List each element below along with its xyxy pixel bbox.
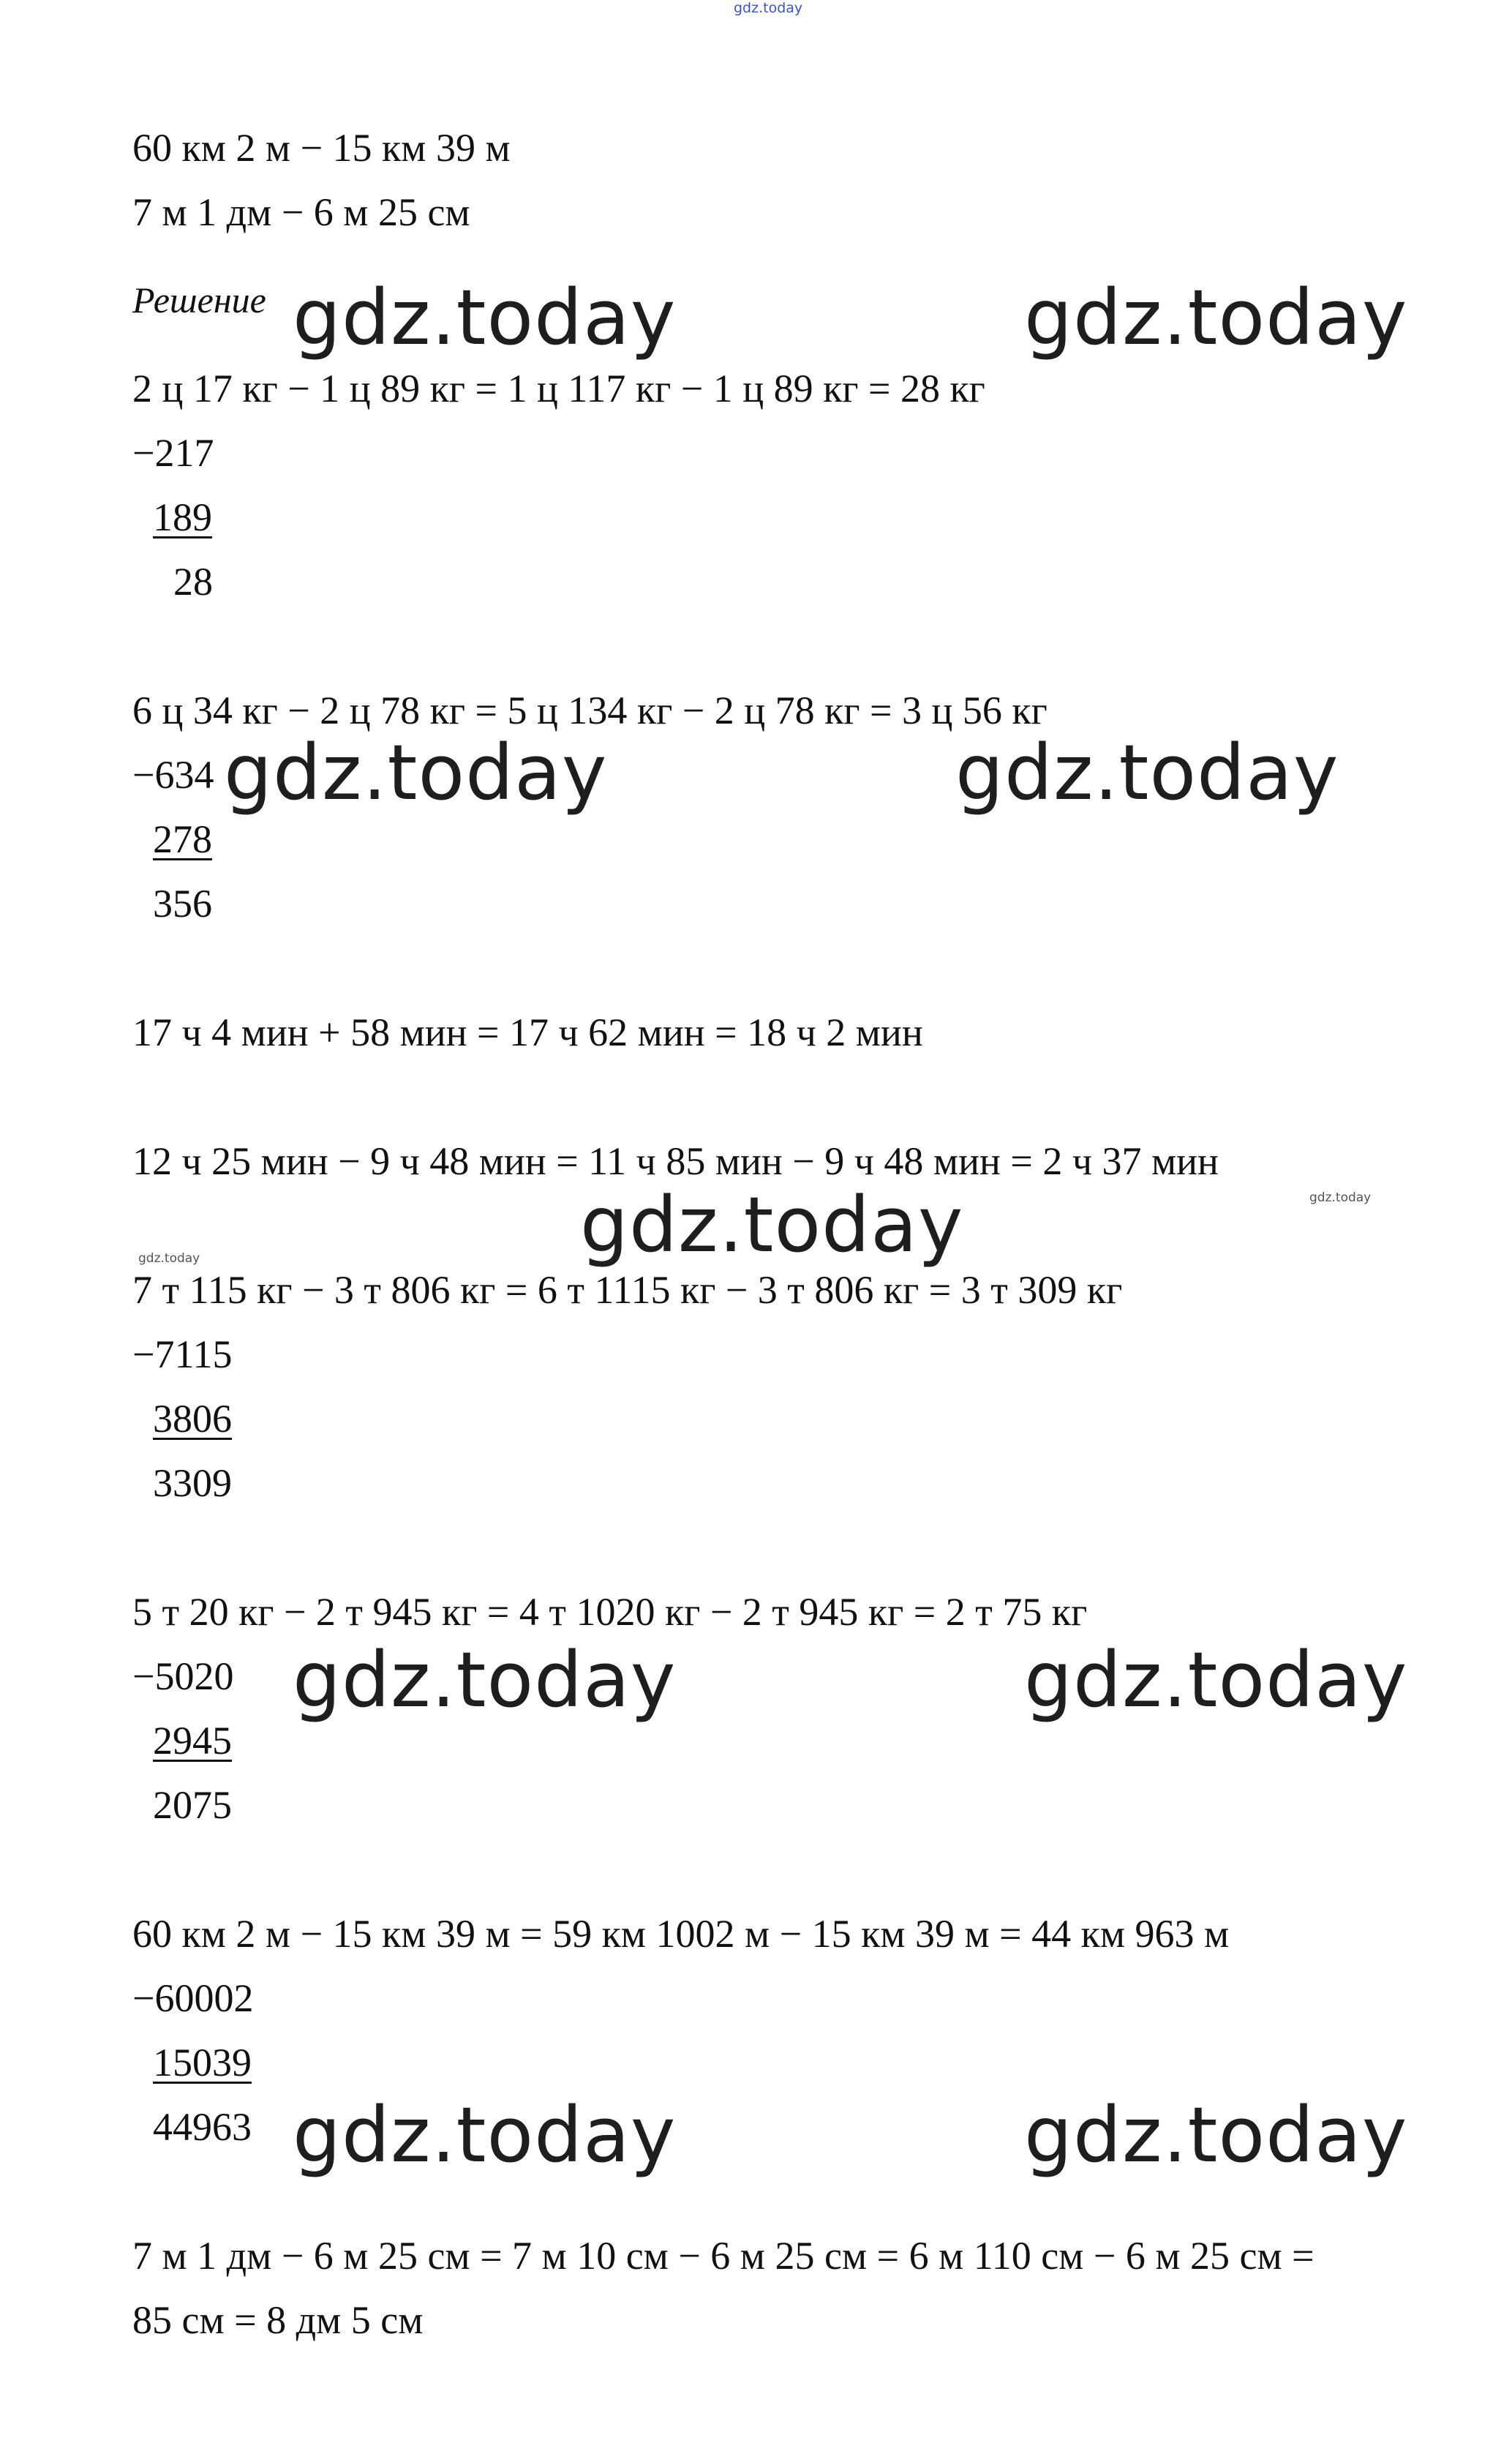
watermark-large: gdz.today [1024, 1635, 1408, 1725]
watermark-large: gdz.today [293, 273, 677, 362]
equation-5: 7 т 115 кг − 3 т 806 кг = 6 т 1115 кг − 3 т 806 кг = 3 т 309 кг [132, 1268, 1123, 1312]
column-minuend-6: −5020 [132, 1654, 234, 1698]
equation-4: 12 ч 25 мин − 9 ч 48 мин = 11 ч 85 мин − 9 ч 48 мин = 2 ч 37 мин [132, 1139, 1219, 1183]
equation-8-line-1: 7 м 1 дм − 6 м 25 см = 7 м 10 см − 6 м 25 см = 6 м 110 см − 6 м 25 см = [132, 2234, 1314, 2278]
solution-label: Решение [132, 279, 266, 320]
column-minuend-2: −634 [132, 753, 214, 797]
column-result-6: 2075 [153, 1783, 232, 1827]
column-subtrahend-2: 278 [153, 817, 212, 861]
column-result-5: 3309 [153, 1461, 232, 1505]
column-minuend-7: −60002 [132, 1976, 254, 2020]
column-subtrahend-5: 3806 [153, 1397, 232, 1441]
watermark-small: gdz.today [1309, 1190, 1372, 1205]
column-result-2: 356 [153, 882, 212, 926]
column-subtrahend-7: 15039 [153, 2041, 252, 2084]
equation-8-line-2: 85 см = 8 дм 5 см [132, 2298, 424, 2342]
column-minuend-1: −217 [132, 431, 214, 475]
equation-7: 60 км 2 м − 15 км 39 м = 59 км 1002 м − 15 км 39 м = 44 км 963 м [132, 1912, 1230, 1956]
column-result-1: 28 [173, 560, 213, 604]
watermark-large: gdz.today [224, 728, 608, 817]
watermark-large: gdz.today [1024, 2090, 1408, 2180]
task-line-1: 60 км 2 м − 15 км 39 м [132, 126, 511, 170]
task-line-2: 7 м 1 дм − 6 м 25 см [132, 190, 470, 234]
column-subtrahend-1: 189 [153, 495, 212, 539]
equation-2: 6 ц 34 кг − 2 ц 78 кг = 5 ц 134 кг − 2 ц 78 кг = 3 ц 56 кг [132, 688, 1048, 732]
column-minuend-5: −7115 [132, 1332, 233, 1376]
column-result-7: 44963 [153, 2105, 252, 2149]
watermark-small: gdz.today [138, 1251, 200, 1266]
column-subtrahend-6: 2945 [153, 1719, 232, 1763]
watermark-large: gdz.today [1024, 273, 1408, 362]
equation-3: 17 ч 4 мин + 58 мин = 17 ч 62 мин = 18 ч 2 мин [132, 1010, 923, 1054]
watermark-large: gdz.today [293, 2090, 677, 2180]
watermark-large: gdz.today [955, 728, 1339, 817]
top-watermark: gdz.today [734, 0, 803, 16]
equation-1: 2 ц 17 кг − 1 ц 89 кг = 1 ц 117 кг − 1 ц 89 кг = 28 кг [132, 367, 985, 410]
watermark-large: gdz.today [293, 1635, 677, 1725]
equation-6: 5 т 20 кг − 2 т 945 кг = 4 т 1020 кг − 2 т 945 кг = 2 т 75 кг [132, 1590, 1088, 1634]
watermark-large: gdz.today [580, 1180, 964, 1269]
